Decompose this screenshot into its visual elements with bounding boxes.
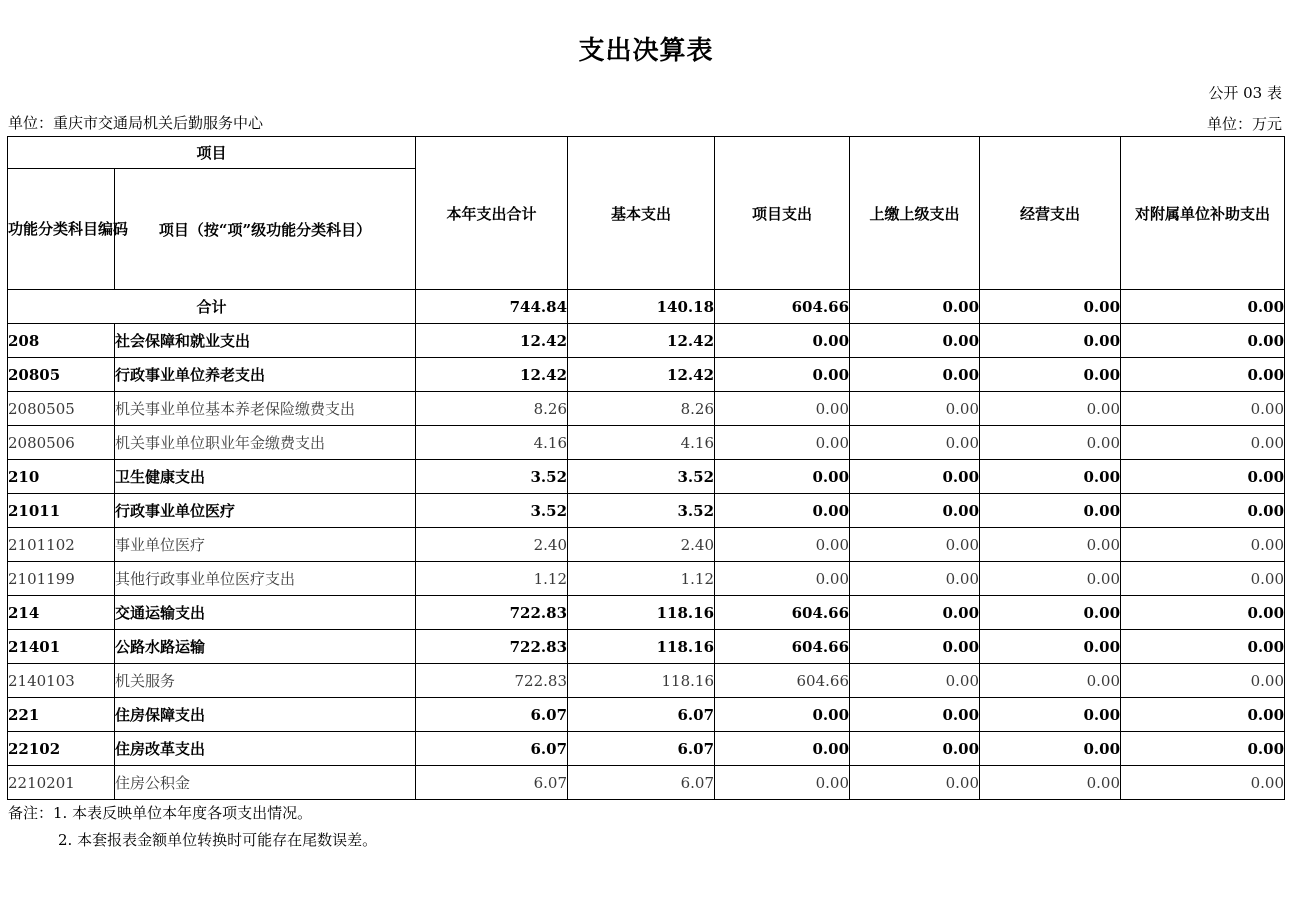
code-cell: 208 — [8, 324, 115, 358]
code-cell: 214 — [8, 596, 115, 630]
project-cell: 0.00 — [715, 494, 850, 528]
header-item: 项目 — [8, 137, 416, 169]
expenditure-table — [7, 136, 1285, 800]
project-cell: 0.00 — [715, 426, 850, 460]
name-cell: 机关事业单位职业年金缴费支出 — [115, 426, 416, 460]
basic-cell: 4.16 — [568, 426, 715, 460]
basic-cell: 6.07 — [568, 766, 715, 800]
business-cell: 0.00 — [980, 698, 1121, 732]
subsidy-cell: 0.00 — [1121, 392, 1285, 426]
subsidy-cell: 0.00 — [1121, 460, 1285, 494]
total-cell: 6.07 — [416, 766, 568, 800]
name-cell: 机关事业单位基本养老保险缴费支出 — [115, 392, 416, 426]
table-row — [8, 732, 1285, 766]
total-cell: 8.26 — [416, 392, 568, 426]
table-row — [8, 426, 1285, 460]
basic-cell: 3.52 — [568, 494, 715, 528]
upper-cell: 0.00 — [850, 358, 980, 392]
business-cell: 0.00 — [980, 732, 1121, 766]
upper-cell: 0.00 — [850, 732, 980, 766]
header-subsidy: 对附属单位补助支出 — [1121, 137, 1285, 290]
currency-unit: 单位：万元 — [1206, 115, 1282, 133]
total-cell: 6.07 — [416, 698, 568, 732]
total-cell: 3.52 — [416, 460, 568, 494]
subsidy-cell: 0.00 — [1121, 596, 1285, 630]
upper-cell: 0.00 — [850, 324, 980, 358]
name-cell: 住房保障支出 — [115, 698, 416, 732]
total-row — [8, 290, 1285, 324]
upper-cell: 0.00 — [850, 460, 980, 494]
name-cell: 公路水路运输 — [115, 630, 416, 664]
upper-cell: 0.00 — [850, 494, 980, 528]
name-cell: 交通运输支出 — [115, 596, 416, 630]
table-row — [8, 596, 1285, 630]
basic-cell: 3.52 — [568, 460, 715, 494]
subsidy-cell: 0.00 — [1121, 494, 1285, 528]
total-label: 合计 — [8, 290, 416, 324]
code-cell: 2140103 — [8, 664, 115, 698]
business-cell: 0.00 — [980, 562, 1121, 596]
table-row — [8, 698, 1285, 732]
total-cell: 12.42 — [416, 358, 568, 392]
project-cell: 0.00 — [715, 732, 850, 766]
upper-cell: 0.00 — [850, 392, 980, 426]
subsidy-cell: 0.00 — [1121, 528, 1285, 562]
total-cell: 0.00 — [850, 290, 980, 324]
basic-cell: 8.26 — [568, 392, 715, 426]
basic-cell: 1.12 — [568, 562, 715, 596]
upper-cell: 0.00 — [850, 596, 980, 630]
total-cell: 722.83 — [416, 596, 568, 630]
subsidy-cell: 0.00 — [1121, 664, 1285, 698]
business-cell: 0.00 — [980, 528, 1121, 562]
name-cell: 行政事业单位养老支出 — [115, 358, 416, 392]
header-upper: 上缴上级支出 — [850, 137, 980, 290]
business-cell: 0.00 — [980, 392, 1121, 426]
business-cell: 0.00 — [980, 596, 1121, 630]
code-cell: 2080506 — [8, 426, 115, 460]
subsidy-cell: 0.00 — [1121, 698, 1285, 732]
business-cell: 0.00 — [980, 664, 1121, 698]
name-cell: 卫生健康支出 — [115, 460, 416, 494]
note-line-2: 2. 本套报表金额单位转换时可能存在尾数误差。 — [58, 831, 378, 849]
subsidy-cell: 0.00 — [1121, 766, 1285, 800]
code-cell: 2080505 — [8, 392, 115, 426]
upper-cell: 0.00 — [850, 630, 980, 664]
subsidy-cell: 0.00 — [1121, 732, 1285, 766]
subsidy-cell: 0.00 — [1121, 630, 1285, 664]
business-cell: 0.00 — [980, 494, 1121, 528]
name-cell: 住房改革支出 — [115, 732, 416, 766]
total-cell: 604.66 — [715, 290, 850, 324]
project-cell: 604.66 — [715, 596, 850, 630]
basic-cell: 12.42 — [568, 358, 715, 392]
total-cell: 722.83 — [416, 664, 568, 698]
basic-cell: 6.07 — [568, 698, 715, 732]
code-cell: 2101199 — [8, 562, 115, 596]
project-cell: 604.66 — [715, 664, 850, 698]
subsidy-cell: 0.00 — [1121, 426, 1285, 460]
business-cell: 0.00 — [980, 426, 1121, 460]
header-code: 功能分类科目编码 — [8, 169, 115, 290]
total-cell: 4.16 — [416, 426, 568, 460]
code-cell: 20805 — [8, 358, 115, 392]
upper-cell: 0.00 — [850, 698, 980, 732]
code-cell: 21011 — [8, 494, 115, 528]
subsidy-cell: 0.00 — [1121, 562, 1285, 596]
business-cell: 0.00 — [980, 324, 1121, 358]
note-line-1: 备注：1. 本表反映单位本年度各项支出情况。 — [8, 804, 313, 822]
name-cell: 机关服务 — [115, 664, 416, 698]
notes — [8, 800, 377, 854]
total-cell: 6.07 — [416, 732, 568, 766]
project-cell: 604.66 — [715, 630, 850, 664]
basic-cell: 118.16 — [568, 630, 715, 664]
total-cell: 744.84 — [416, 290, 568, 324]
table-row — [8, 562, 1285, 596]
total-cell: 0.00 — [1121, 290, 1285, 324]
total-cell: 3.52 — [416, 494, 568, 528]
header-total: 本年支出合计 — [416, 137, 568, 290]
name-cell: 事业单位医疗 — [115, 528, 416, 562]
table-row — [8, 460, 1285, 494]
header-basic: 基本支出 — [568, 137, 715, 290]
upper-cell: 0.00 — [850, 562, 980, 596]
project-cell: 0.00 — [715, 358, 850, 392]
form-number: 公开 03 表 — [1208, 84, 1282, 102]
project-cell: 0.00 — [715, 766, 850, 800]
total-cell: 0.00 — [980, 290, 1121, 324]
header-project: 项目支出 — [715, 137, 850, 290]
project-cell: 0.00 — [715, 392, 850, 426]
upper-cell: 0.00 — [850, 664, 980, 698]
header-business: 经营支出 — [980, 137, 1121, 290]
table-row — [8, 630, 1285, 664]
total-cell: 1.12 — [416, 562, 568, 596]
table-row — [8, 664, 1285, 698]
name-cell: 社会保障和就业支出 — [115, 324, 416, 358]
table-row — [8, 324, 1285, 358]
organization-unit: 单位：重庆市交通局机关后勤服务中心 — [8, 114, 264, 132]
name-cell: 住房公积金 — [115, 766, 416, 800]
table-row — [8, 528, 1285, 562]
project-cell: 0.00 — [715, 460, 850, 494]
total-cell: 722.83 — [416, 630, 568, 664]
header-name: 项目（按“项”级功能分类科目） — [115, 169, 416, 290]
project-cell: 0.00 — [715, 528, 850, 562]
project-cell: 0.00 — [715, 698, 850, 732]
basic-cell: 118.16 — [568, 596, 715, 630]
upper-cell: 0.00 — [850, 766, 980, 800]
basic-cell: 2.40 — [568, 528, 715, 562]
business-cell: 0.00 — [980, 630, 1121, 664]
basic-cell: 12.42 — [568, 324, 715, 358]
code-cell: 210 — [8, 460, 115, 494]
name-cell: 行政事业单位医疗 — [115, 494, 416, 528]
business-cell: 0.00 — [980, 460, 1121, 494]
total-cell: 140.18 — [568, 290, 715, 324]
project-cell: 0.00 — [715, 562, 850, 596]
table-row — [8, 392, 1285, 426]
code-cell: 221 — [8, 698, 115, 732]
business-cell: 0.00 — [980, 358, 1121, 392]
table-row — [8, 358, 1285, 392]
total-cell: 2.40 — [416, 528, 568, 562]
table-row — [8, 766, 1285, 800]
upper-cell: 0.00 — [850, 528, 980, 562]
project-cell: 0.00 — [715, 324, 850, 358]
business-cell: 0.00 — [980, 766, 1121, 800]
table-row — [8, 494, 1285, 528]
code-cell: 21401 — [8, 630, 115, 664]
basic-cell: 6.07 — [568, 732, 715, 766]
page-title: 支出决算表 — [578, 36, 714, 66]
basic-cell: 118.16 — [568, 664, 715, 698]
name-cell: 其他行政事业单位医疗支出 — [115, 562, 416, 596]
code-cell: 2101102 — [8, 528, 115, 562]
subsidy-cell: 0.00 — [1121, 358, 1285, 392]
code-cell: 2210201 — [8, 766, 115, 800]
total-cell: 12.42 — [416, 324, 568, 358]
upper-cell: 0.00 — [850, 426, 980, 460]
code-cell: 22102 — [8, 732, 115, 766]
subsidy-cell: 0.00 — [1121, 324, 1285, 358]
